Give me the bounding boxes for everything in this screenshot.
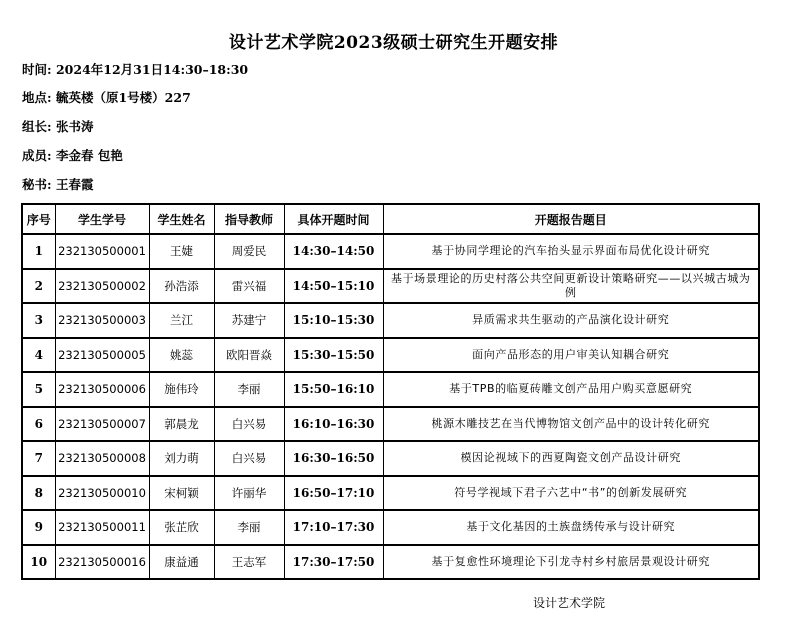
row-no: 5 xyxy=(22,372,55,407)
row-no: 7 xyxy=(22,441,55,476)
row-student-id: 232130500011 xyxy=(55,510,149,545)
row-topic: 基于文化基因的土族盘绣传承与设计研究 xyxy=(383,510,759,545)
secretary-label: 秘书: xyxy=(22,177,52,192)
row-time: 16:10–16:30 xyxy=(284,407,383,442)
row-student-id: 232130500006 xyxy=(55,372,149,407)
members-value: 李金春 包艳 xyxy=(55,148,123,163)
table-row xyxy=(22,510,759,545)
table-row xyxy=(22,545,759,580)
info-members xyxy=(22,146,123,164)
row-advisor: 李丽 xyxy=(214,372,284,407)
row-no: 6 xyxy=(22,407,55,442)
row-student-name: 郭晨龙 xyxy=(149,407,214,442)
row-topic: 异质需求共生驱动的产品演化设计研究 xyxy=(383,303,759,338)
time-label: 时间: xyxy=(22,62,52,77)
row-advisor: 许丽华 xyxy=(214,476,284,511)
row-no: 10 xyxy=(22,545,55,580)
table-row xyxy=(22,338,759,373)
row-no: 9 xyxy=(22,510,55,545)
row-topic: 符号学视域下君子六艺中“书”的创新发展研究 xyxy=(383,476,759,511)
row-time: 15:30–15:50 xyxy=(284,338,383,373)
page-title: 设计艺术学院2023级硕士研究生开题安排 xyxy=(228,33,559,53)
table-row xyxy=(22,269,759,304)
row-no: 2 xyxy=(22,269,55,304)
header-no: 序号 xyxy=(22,204,55,234)
row-topic: 面向产品形态的用户审美认知耦合研究 xyxy=(383,338,759,373)
footer-organization: 设计艺术学院 xyxy=(533,596,606,610)
row-student-name: 王婕 xyxy=(149,234,214,269)
row-no: 4 xyxy=(22,338,55,373)
row-student-name: 施伟玲 xyxy=(149,372,214,407)
row-advisor: 周爱民 xyxy=(214,234,284,269)
place-label: 地点: xyxy=(22,90,52,105)
table-header-row xyxy=(22,204,759,234)
row-no: 3 xyxy=(22,303,55,338)
row-advisor: 雷兴福 xyxy=(214,269,284,304)
leader-label: 组长: xyxy=(22,119,52,134)
row-student-id: 232130500008 xyxy=(55,441,149,476)
row-advisor: 王志军 xyxy=(214,545,284,580)
row-student-name: 张芷欣 xyxy=(149,510,214,545)
table-row xyxy=(22,234,759,269)
members-label: 成员: xyxy=(22,148,52,163)
table-row xyxy=(22,372,759,407)
secretary-value: 王春霞 xyxy=(55,177,94,192)
row-student-name: 康益通 xyxy=(149,545,214,580)
info-place xyxy=(22,88,191,106)
info-secretary xyxy=(22,175,94,193)
row-time: 17:10–17:30 xyxy=(284,510,383,545)
row-topic: 基于复愈性环境理论下引龙寺村乡村旅居景观设计研究 xyxy=(383,545,759,580)
row-student-id: 232130500003 xyxy=(55,303,149,338)
table-row xyxy=(22,407,759,442)
header-time: 具体开题时间 xyxy=(284,204,383,234)
row-advisor: 白兴易 xyxy=(214,407,284,442)
row-time: 16:30–16:50 xyxy=(284,441,383,476)
place-value: 毓英楼（原1号楼）227 xyxy=(55,90,191,105)
row-time: 14:30–14:50 xyxy=(284,234,383,269)
row-no: 8 xyxy=(22,476,55,511)
row-student-name: 姚蕊 xyxy=(149,338,214,373)
row-student-id: 232130500007 xyxy=(55,407,149,442)
header-student-id: 学生学号 xyxy=(55,204,149,234)
row-topic: 基于协同学理论的汽车抬头显示界面布局优化设计研究 xyxy=(383,234,759,269)
table-row xyxy=(22,476,759,511)
header-student-name: 学生姓名 xyxy=(149,204,214,234)
table-row xyxy=(22,303,759,338)
row-time: 16:50–17:10 xyxy=(284,476,383,511)
info-time xyxy=(22,60,248,78)
row-advisor: 苏建宁 xyxy=(214,303,284,338)
schedule-table xyxy=(21,203,760,580)
header-topic: 开题报告题目 xyxy=(383,204,759,234)
row-time: 17:30–17:50 xyxy=(284,545,383,580)
row-topic: 基于TPB的临夏砖雕文创产品用户购买意愿研究 xyxy=(383,372,759,407)
row-student-id: 232130500010 xyxy=(55,476,149,511)
time-value: 2024年12月31日14:30–18:30 xyxy=(55,62,249,77)
row-time: 15:10–15:30 xyxy=(284,303,383,338)
row-time: 15:50–16:10 xyxy=(284,372,383,407)
info-leader xyxy=(22,117,94,135)
row-advisor: 欧阳晋焱 xyxy=(214,338,284,373)
header-advisor: 指导教师 xyxy=(214,204,284,234)
row-advisor: 李丽 xyxy=(214,510,284,545)
row-student-id: 232130500002 xyxy=(55,269,149,304)
row-student-name: 宋柯颖 xyxy=(149,476,214,511)
row-topic: 基于场景理论的历史村落公共空间更新设计策略研究——以兴城古城为例 xyxy=(383,269,759,304)
row-advisor: 白兴易 xyxy=(214,441,284,476)
row-no: 1 xyxy=(22,234,55,269)
row-topic: 模因论视域下的西夏陶瓷文创产品设计研究 xyxy=(383,441,759,476)
row-student-id: 232130500001 xyxy=(55,234,149,269)
table-row xyxy=(22,441,759,476)
row-student-name: 孙浩添 xyxy=(149,269,214,304)
row-student-id: 232130500005 xyxy=(55,338,149,373)
leader-value: 张书涛 xyxy=(55,119,94,134)
row-student-name: 兰江 xyxy=(149,303,214,338)
row-student-id: 232130500016 xyxy=(55,545,149,580)
row-student-name: 刘力萌 xyxy=(149,441,214,476)
row-time: 14:50–15:10 xyxy=(284,269,383,304)
row-topic: 桃源木雕技艺在当代博物馆文创产品中的设计转化研究 xyxy=(383,407,759,442)
